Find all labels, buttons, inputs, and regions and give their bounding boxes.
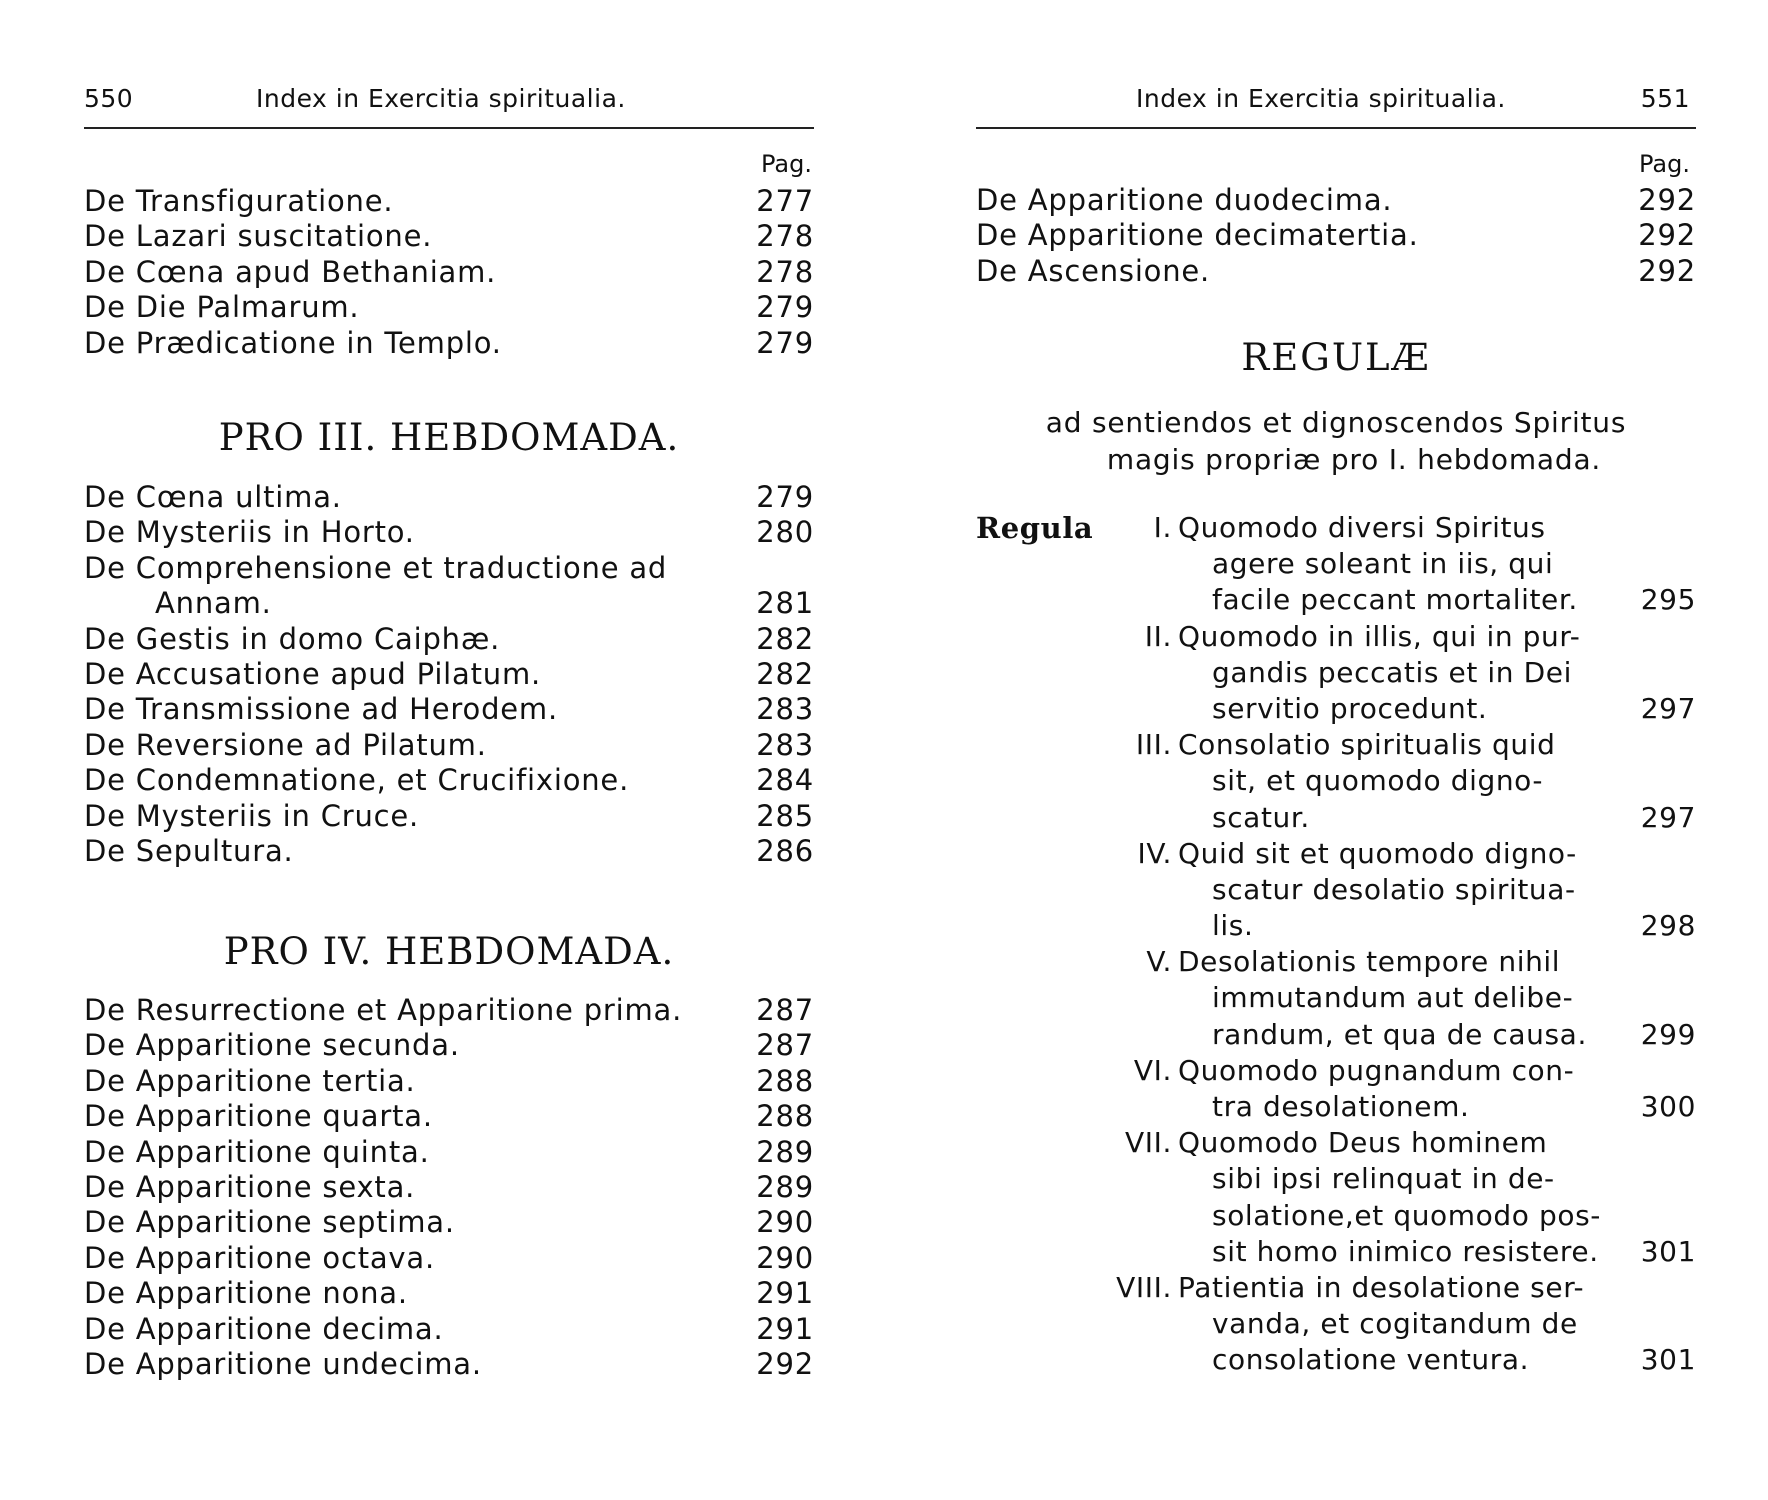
rules-list (976, 510, 1696, 1379)
index-entry (84, 1170, 814, 1205)
index-entry (84, 657, 814, 692)
rule-line (976, 619, 1696, 655)
index-entry-title: De Apparitione decimatertia. (976, 218, 1419, 253)
rule-line (976, 800, 1696, 836)
rule-text: Patientia in desolatione ser- (1178, 1270, 1585, 1304)
index-entry-title: De Apparitione quarta. (84, 1099, 433, 1134)
rule-line (976, 1125, 1696, 1161)
rule-text: sit homo inimico resistere. (1212, 1234, 1599, 1268)
rule-text: immutandum aut delibe- (1212, 981, 1574, 1015)
index-entry-title: De Transmissione ad Herodem. (84, 692, 558, 727)
index-entry-page: 287 (756, 993, 814, 1027)
index-entry (84, 799, 814, 834)
index-entry-page: 291 (756, 1311, 814, 1346)
rule-line (976, 1270, 1696, 1306)
right-running-head (976, 84, 1696, 120)
rule-page: 300 (1640, 1090, 1696, 1123)
index-entry (84, 1312, 814, 1347)
rule-text: gandis peccatis et in Dei (1212, 655, 1573, 689)
rule-line (976, 1198, 1696, 1234)
index-entry (84, 1347, 814, 1382)
rule-text: sibi ipsi relinquat in de- (1212, 1162, 1555, 1196)
rule-line (976, 836, 1696, 872)
index-entry-title: De Gestis in domo Caiphæ. (84, 621, 501, 656)
index-entry (84, 586, 814, 621)
left-index-group-2 (84, 480, 814, 869)
index-entry-title: De Apparitione quinta. (84, 1134, 430, 1169)
index-entry-page: 278 (756, 254, 814, 289)
rule-text: consolatione ventura. (1212, 1343, 1530, 1377)
index-entry-title: De Apparitione octava. (84, 1240, 435, 1275)
index-entry-page: 284 (756, 763, 814, 798)
rule-line (976, 1017, 1696, 1053)
index-entry-title: De Apparitione septima. (84, 1205, 455, 1240)
rule-page: 297 (1640, 691, 1696, 725)
index-entry-page: 279 (756, 290, 814, 325)
index-entry (84, 993, 814, 1028)
rule-numeral: I. (1153, 511, 1172, 544)
regulae-subtitle-line-1: ad sentiendos et dignoscendos Spiritus (1045, 406, 1627, 439)
rule-line (976, 546, 1696, 582)
index-entry-page: 289 (756, 1134, 814, 1169)
right-running-title: Index in Exercitia spiritualia. (1136, 84, 1506, 113)
regulae-heading: REGULÆ (1241, 336, 1431, 379)
index-entry-page: 292 (1638, 253, 1696, 288)
rule-page: 297 (1640, 800, 1696, 834)
rule-text: Quomodo Deus hominem (1178, 1126, 1548, 1160)
index-entry-title: De Cœna ultima. (84, 480, 342, 514)
index-entry (84, 255, 814, 290)
index-entry-title: De Ascensione. (976, 253, 1211, 288)
rule-text: agere soleant in iis, qui (1212, 547, 1554, 581)
left-running-head (84, 84, 814, 120)
section-heading-iii: PRO III. HEBDOMADA. (218, 416, 680, 459)
rule-line (976, 1053, 1696, 1089)
index-entry-page: 292 (1638, 183, 1696, 217)
rule-line (976, 582, 1696, 618)
index-entry (976, 218, 1696, 253)
rule-text: solatione,et quomodo pos- (1212, 1198, 1601, 1232)
right-index-group-1 (976, 183, 1696, 289)
index-entry-page: 282 (756, 621, 814, 656)
index-entry-title: De Condemnatione, et Crucifixione. (84, 763, 630, 798)
index-entry (84, 1064, 814, 1099)
index-entry-page: 282 (756, 656, 814, 691)
index-entry-page: 292 (1638, 218, 1696, 253)
rule-numeral: II. (1144, 619, 1172, 653)
rule-line (976, 1089, 1696, 1125)
index-entry (84, 1205, 814, 1240)
index-entry (84, 1241, 814, 1276)
index-entry (84, 1099, 814, 1134)
index-entry-page: 290 (756, 1240, 814, 1275)
rule-text: randum, et qua de causa. (1212, 1017, 1587, 1051)
index-entry-title: De Lazari suscitatione. (84, 219, 433, 254)
index-entry-page: 277 (756, 184, 814, 218)
index-entry (84, 692, 814, 727)
rule-numeral: VI. (1133, 1053, 1172, 1087)
index-entry-page: 288 (756, 1099, 814, 1134)
index-entry (976, 254, 1696, 289)
rule-page: 299 (1640, 1017, 1696, 1051)
index-entry-page: 279 (756, 480, 814, 514)
rule-text: scatur desolatio spiritua- (1212, 872, 1576, 906)
section-heading-iv: PRO IV. HEBDOMADA. (223, 930, 675, 973)
index-entry-title: De Apparitione tertia. (84, 1063, 416, 1098)
index-entry-title: De Resurrectione et Apparitione prima. (84, 993, 683, 1027)
rule-page: 301 (1640, 1234, 1696, 1268)
regulae-subtitle-line-2: magis propriæ pro I. hebdomada. (1106, 443, 1602, 476)
left-index-group-1 (84, 184, 814, 361)
index-entry-page: 288 (756, 1063, 814, 1098)
rule-numeral: III. (1135, 728, 1172, 762)
index-entry-title: De Prædicatione in Templo. (84, 325, 502, 360)
index-entry-page: 287 (756, 1028, 814, 1063)
index-entry (84, 763, 814, 798)
rule-text: servitio procedunt. (1212, 691, 1488, 725)
index-entry-title: De Mysteriis in Horto. (84, 515, 415, 550)
index-entry-title: Annam. (155, 586, 272, 621)
index-entry (976, 183, 1696, 218)
rule-line (976, 1161, 1696, 1197)
index-entry-title: De Accusatione apud Pilatum. (84, 656, 542, 691)
rule-lead-word: Regula (976, 511, 1094, 545)
index-entry-page: 278 (756, 219, 814, 254)
left-pag-label: Pag. (761, 150, 812, 178)
index-entry-title: De Apparitione decima. (84, 1311, 444, 1346)
rule-numeral: IV. (1137, 836, 1172, 870)
rule-text: Quid sit et quomodo digno- (1178, 836, 1577, 870)
index-entry-page: 283 (756, 727, 814, 762)
right-pag-label: Pag. (1639, 150, 1690, 178)
rule-text: Quomodo pugnandum con- (1178, 1053, 1575, 1087)
right-page-number: 551 (1640, 84, 1690, 113)
index-entry-page: 290 (756, 1205, 814, 1240)
index-entry-title: De Comprehensione et traductione ad (84, 550, 668, 585)
index-entry-title: De Apparitione sexta. (84, 1169, 416, 1204)
index-entry-title: De Apparitione secunda. (84, 1028, 460, 1063)
index-entry-title: De Die Palmarum. (84, 290, 360, 325)
index-entry-page: 286 (756, 833, 814, 868)
index-entry-page: 292 (756, 1346, 814, 1381)
index-entry-page: 285 (756, 798, 814, 833)
rule-line (976, 1234, 1696, 1270)
rule-text: scatur. (1212, 800, 1310, 834)
index-entry-title: De Apparitione duodecima. (976, 183, 1393, 217)
index-entry-page: 279 (756, 325, 814, 360)
index-entry-title: De Sepultura. (84, 833, 294, 868)
rule-line (976, 1306, 1696, 1342)
rule-line (976, 908, 1696, 944)
index-entry-page: 280 (756, 515, 814, 550)
index-entry-title: De Reversione ad Pilatum. (84, 727, 487, 762)
index-entry-title: De Apparitione undecima. (84, 1346, 482, 1381)
rule-text: tra desolationem. (1212, 1090, 1470, 1123)
index-entry (84, 515, 814, 550)
index-entry (84, 219, 814, 254)
rule-numeral: VII. (1125, 1126, 1172, 1160)
rule-line (976, 763, 1696, 799)
rule-line (976, 980, 1696, 1016)
left-page-number: 550 (84, 84, 134, 113)
left-index-group-3 (84, 993, 814, 1382)
rule-text: Quomodo in illis, qui in pur- (1178, 619, 1581, 653)
index-entry-page: 289 (756, 1169, 814, 1204)
rule-page: 298 (1640, 909, 1696, 943)
index-entry (84, 326, 814, 361)
index-entry (84, 1276, 814, 1311)
rule-page: 295 (1640, 583, 1696, 617)
rule-numeral: VIII. (1116, 1270, 1172, 1304)
index-entry (84, 1135, 814, 1170)
rule-line (976, 1342, 1696, 1378)
index-entry-title: De Mysteriis in Cruce. (84, 798, 420, 833)
rule-numeral: V. (1146, 945, 1172, 979)
rule-line (976, 872, 1696, 908)
index-entry (84, 290, 814, 325)
index-entry (84, 834, 814, 869)
rule-text: Quomodo diversi Spiritus (1178, 511, 1546, 544)
index-entry (84, 1028, 814, 1063)
index-entry-title: De Apparitione nona. (84, 1276, 408, 1311)
rule-text: Desolationis tempore nihil (1178, 945, 1561, 979)
rule-text: lis. (1212, 909, 1254, 943)
rule-line (976, 510, 1696, 546)
rule-text: facile peccant mortaliter. (1212, 583, 1578, 617)
rule-text: Consolatio spiritualis quid (1178, 728, 1556, 762)
rule-text: vanda, et cogitandum de (1212, 1307, 1578, 1341)
index-entry (84, 480, 814, 515)
rule-line (976, 691, 1696, 727)
index-entry (84, 184, 814, 219)
rule-line (976, 655, 1696, 691)
index-entry (84, 622, 814, 657)
rule-line (976, 944, 1696, 980)
right-header-rule (976, 127, 1696, 129)
rule-text: sit, et quomodo digno- (1212, 764, 1544, 798)
rule-line (976, 727, 1696, 763)
rule-page: 301 (1640, 1343, 1696, 1377)
index-entry-title: De Cœna apud Bethaniam. (84, 254, 497, 289)
index-entry (84, 728, 814, 763)
left-header-rule (84, 127, 814, 129)
index-entry (84, 551, 814, 586)
index-entry-page: 291 (756, 1276, 814, 1311)
index-entry-page: 281 (756, 586, 814, 621)
index-entry-page: 283 (756, 692, 814, 727)
left-running-title: Index in Exercitia spiritualia. (256, 84, 626, 113)
index-entry-title: De Transfiguratione. (84, 184, 394, 218)
